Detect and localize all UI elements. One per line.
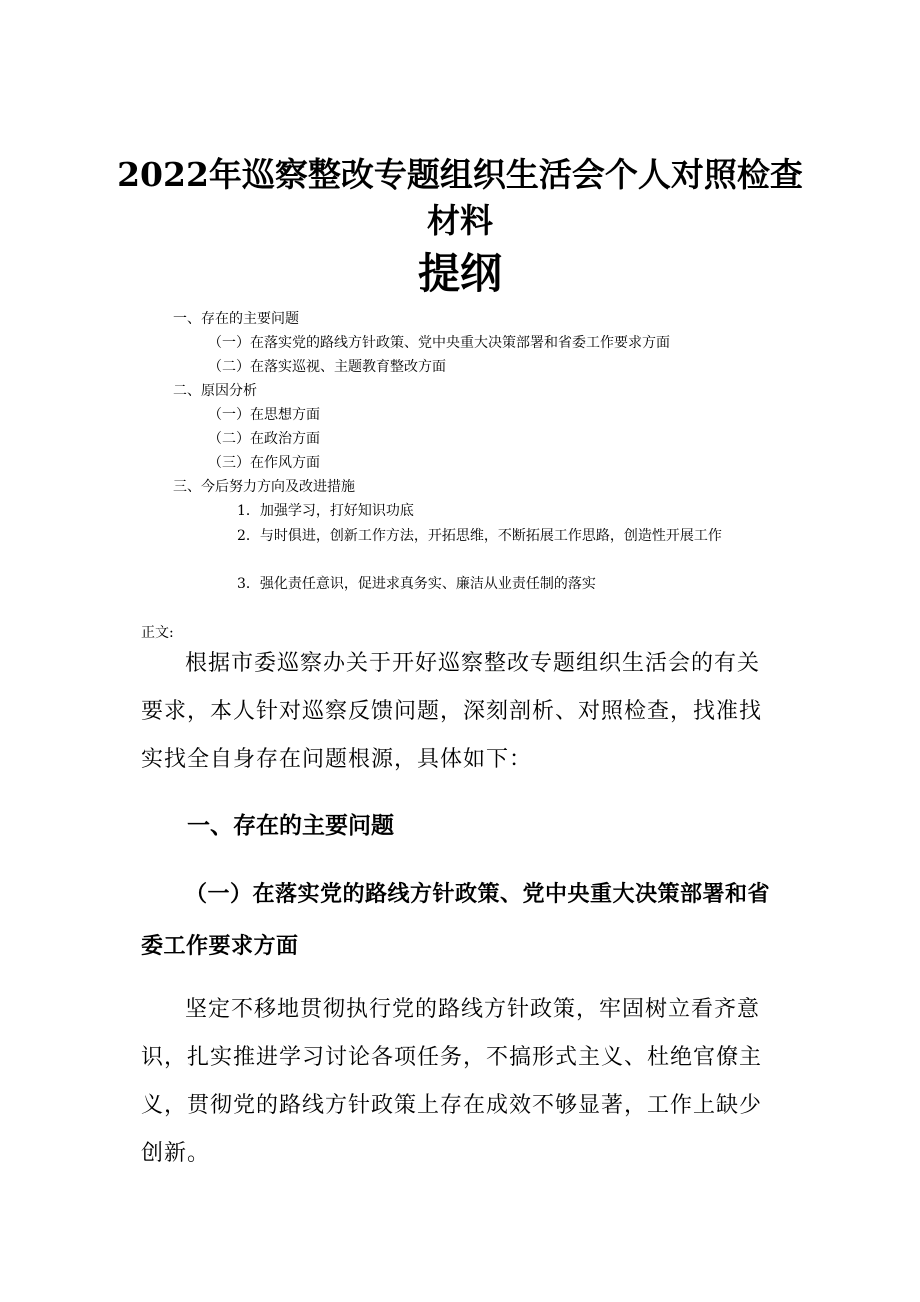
outline-item-3-3: 3．强化责任意识，促进求真务实、廉洁从业责任制的落实 bbox=[237, 576, 596, 592]
section-heading-1: 一、存在的主要问题 bbox=[187, 813, 394, 839]
outline-item-2-2: （二）在政治方面 bbox=[208, 431, 320, 447]
body-paragraph-1: 坚定不移地贯彻执行党的路线方针政策，牢固树立看齐意识，扎实推进学习讨论各项任务，不搞形式主义、杜绝官僚主义，贯彻党的路线方针政策上存在成效不够显著，工作上缺少创新。 bbox=[141, 997, 763, 1166]
outline-heading: 提纲 bbox=[417, 249, 502, 298]
outline-item-1-2: （二）在落实巡视、主题教育整改方面 bbox=[208, 359, 446, 375]
intro-paragraph: 根据市委巡察办关于开好巡察整改专题组织生活会的有关要求，本人针对巡察反馈问题，深刻剖析、对照检查，找准找实找全自身存在问题根源，具体如下： bbox=[141, 651, 763, 772]
outline-item-3-2: 2．与时俱进，创新工作方法，开拓思维，不断拓展工作思路，创造性开展工作 bbox=[237, 528, 722, 544]
outline-section-3: 三、今后努力方向及改进措施 bbox=[173, 479, 355, 495]
outline-item-2-1: （一）在思想方面 bbox=[208, 407, 320, 423]
outline-section-1: 一、存在的主要问题 bbox=[173, 311, 299, 327]
body-label: 正文: bbox=[141, 625, 174, 641]
outline-item-3-1: 1．加强学习，打好知识功底 bbox=[237, 503, 414, 519]
outline-section-2: 二、原因分析 bbox=[173, 383, 257, 399]
subsection-heading-1-1: （一）在落实党的路线方针政策、党中央重大决策部署和省委工作要求方面 bbox=[141, 881, 771, 959]
outline-item-1-1: （一）在落实党的路线方针政策、党中央重大决策部署和省委工作要求方面 bbox=[208, 335, 670, 351]
document-title-line1: 2022年巡察整改专题组织生活会个人对照检查 bbox=[117, 155, 803, 194]
document-title-line2: 材料 bbox=[427, 201, 493, 240]
outline-item-2-3: （三）在作风方面 bbox=[208, 455, 320, 471]
